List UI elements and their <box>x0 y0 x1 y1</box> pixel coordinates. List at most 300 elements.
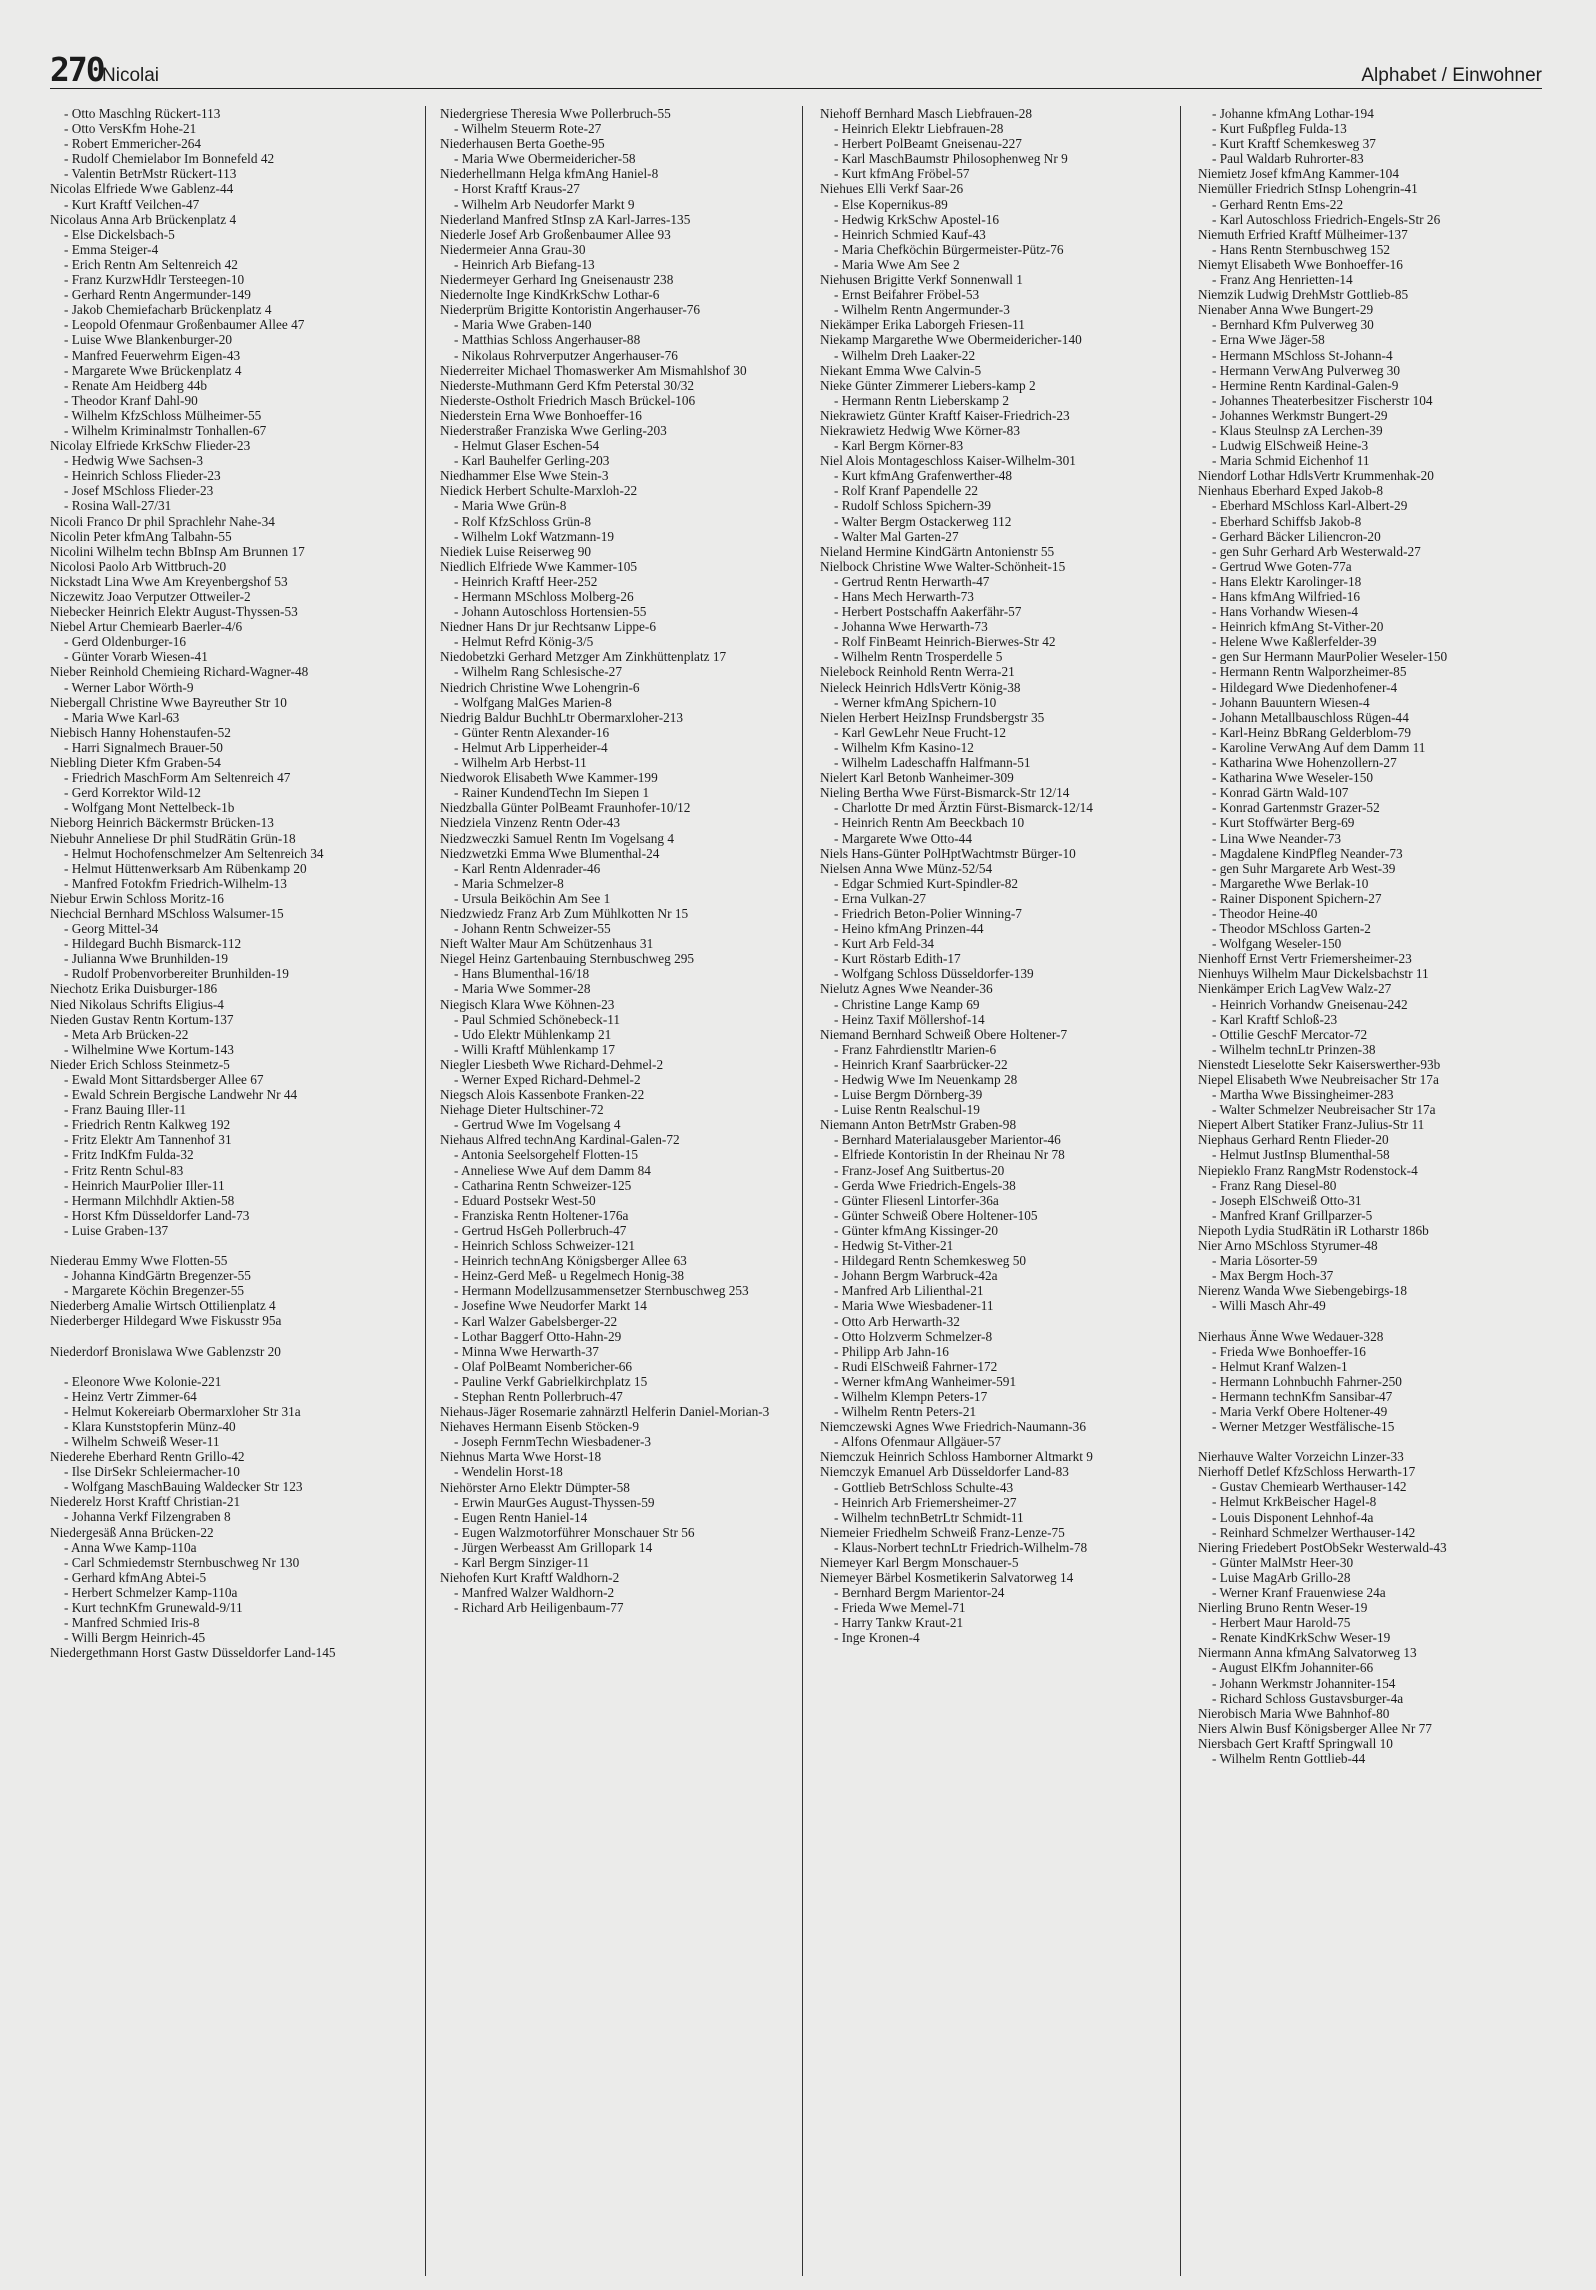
directory-entry: - Wilhelm Kfm Kasino-12 <box>834 739 974 755</box>
directory-entry: - Johann Autoschloss Hortensien-55 <box>454 604 647 620</box>
directory-entry: - Kurt Fußpfleg Fulda-13 <box>1212 121 1347 137</box>
directory-entry: - Franz Ang Henrietten-14 <box>1212 272 1353 288</box>
directory-entry: Niedzweczki Samuel Rentn Im Vogelsang 4 <box>440 830 675 846</box>
directory-entry: - Minna Wwe Herwarth-37 <box>454 1343 599 1359</box>
directory-entry: - Heinrich Vorhandw Gneisenau-242 <box>1212 996 1408 1012</box>
directory-entry: - Werner Labor Wörth-9 <box>64 679 194 695</box>
directory-entry: - Helene Wwe Kaßlerfelder-39 <box>1212 634 1377 650</box>
directory-entry: - Heinrich Rentn Am Beeckbach 10 <box>834 815 1025 831</box>
directory-entry: - Ursula Beiköchin Am See 1 <box>454 890 611 906</box>
directory-entry: - Karoline VerwAng Auf dem Damm 11 <box>1212 739 1426 755</box>
directory-entry: - Anna Wwe Kamp-110a <box>64 1539 197 1555</box>
directory-entry: - Franz-Josef Ang Suitbertus-20 <box>834 1162 1005 1178</box>
directory-entry: - Kurt kfmAng Grafenwerther-48 <box>834 468 1013 484</box>
directory-entry: - Gerhard Rentn Ems-22 <box>1212 196 1344 212</box>
directory-entry: Niedrich Christine Wwe Lohengrin-6 <box>440 679 640 695</box>
directory-entry: - Else Kopernikus-89 <box>834 196 948 212</box>
directory-entry: Nierling Bruno Rentn Weser-19 <box>1198 1600 1368 1616</box>
directory-entry: - Rosina Wall-27/31 <box>64 498 172 514</box>
directory-entry: - Wilhelm Ladeschaffn Halfmann-51 <box>834 755 1031 771</box>
directory-entry: Niebergall Christine Wwe Bayreuther Str 10 <box>50 694 287 710</box>
directory-entry: - Eberhard Schiffsb Jakob-8 <box>1212 513 1362 529</box>
directory-entry: - Erich Rentn Am Seltenreich 42 <box>64 256 238 272</box>
column-rule <box>802 106 803 2276</box>
directory-entry: - Erwin MaurGes August-Thyssen-59 <box>454 1494 655 1510</box>
directory-entry: - Olaf PolBeamt Nombericher-66 <box>454 1358 633 1374</box>
directory-entry: - Alfons Ofenmaur Allgäuer-57 <box>834 1434 1002 1450</box>
directory-entry: Niemeier Friedhelm Schweiß Franz-Lenze-75 <box>820 1524 1065 1540</box>
directory-entry: - Franz Rang Diesel-80 <box>1212 1177 1337 1193</box>
directory-entry: - August ElKfm Johanniter-66 <box>1212 1660 1374 1676</box>
directory-entry: - Margarete Köchin Bregenzer-55 <box>64 1283 245 1299</box>
directory-entry: Nieborg Heinrich Bäckermstr Brücken-13 <box>50 815 274 831</box>
directory-entry: - Helmut Hochofenschmelzer Am Seltenreich 34 <box>64 845 324 861</box>
directory-entry: - Gerda Wwe Friedrich-Engels-38 <box>834 1177 1016 1193</box>
directory-entry: - Pauline Verkf Gabrielkirchplatz 15 <box>454 1373 648 1389</box>
directory-entry: - Günter Vorarb Wiesen-41 <box>64 649 208 665</box>
directory-entry: Niederehe Eberhard Rentn Grillo-42 <box>50 1449 245 1465</box>
directory-entry: - Maria Schmelzer-8 <box>454 875 564 891</box>
directory-entry: Niedick Herbert Schulte-Marxloh-22 <box>440 483 638 499</box>
directory-entry: Niederhellmann Helga kfmAng Haniel-8 <box>440 166 659 182</box>
column-1 <box>50 106 400 2276</box>
directory-entry: - Wilhelm Steuerm Rote-27 <box>454 121 602 137</box>
directory-entry: Niegler Liesbeth Wwe Richard-Dehmel-2 <box>440 1056 664 1072</box>
directory-entry: - Hermann Rentn Lieberskamp 2 <box>834 392 1010 408</box>
directory-entry: - Luise Wwe Blankenburger-20 <box>64 332 232 348</box>
directory-entry: - Karl Kraftf Schloß-23 <box>1212 1011 1338 1027</box>
directory-entry: - Kurt Stoffwärter Berg-69 <box>1212 815 1355 831</box>
directory-entry: - Erna Vulkan-27 <box>834 890 927 906</box>
directory-entry: - Ludwig ElSchweiß Heine-3 <box>1212 438 1369 454</box>
directory-entry: - Günter Rentn Alexander-16 <box>454 724 610 740</box>
directory-entry: - Manfred Schmied Iris-8 <box>64 1615 200 1631</box>
directory-entry: - Christine Lange Kamp 69 <box>834 996 980 1012</box>
directory-entry: - Else Dickelsbach-5 <box>64 226 175 242</box>
directory-entry: - Wilhelm Rentn Peters-21 <box>834 1404 977 1420</box>
directory-entry: Niedziela Vinzenz Rentn Oder-43 <box>440 815 620 831</box>
directory-entry: Nieke Günter Zimmerer Liebers-kamp 2 <box>820 377 1036 393</box>
directory-entry: - Wendelin Horst-18 <box>454 1464 563 1480</box>
directory-entry: - Renate KindKrkSchw Weser-19 <box>1212 1630 1391 1646</box>
directory-entry: - Gerd Oldenburger-16 <box>64 634 187 650</box>
directory-entry: - Gertrud Wwe Im Vogelsang 4 <box>454 1117 621 1133</box>
directory-entry: - Wilhelm technLtr Prinzen-38 <box>1212 1041 1376 1057</box>
directory-entry: Niederste-Ostholt Friedrich Masch Brückel-106 <box>440 392 696 408</box>
directory-entry: Niekrawietz Günter Kraftf Kaiser-Friedrich-23 <box>820 407 1070 423</box>
directory-entry: Niekamp Margarethe Wwe Obermeidericher-140 <box>820 332 1082 348</box>
directory-entry: - Werner Exped Richard-Dehmel-2 <box>454 1072 641 1087</box>
directory-entry: - Margarete Wwe Brückenplatz 4 <box>64 362 242 378</box>
directory-entry: Niehaus-Jäger Rosemarie zahnärztl Helferin Daniel-Morian-3 <box>440 1404 770 1420</box>
section-title: Alphabet / Einwohner <box>1361 65 1542 86</box>
directory-entry: Niemeyer Bärbel Kosmetikerin Salvatorweg 14 <box>820 1570 1074 1586</box>
directory-entry: - Maria Wwe Sommer-28 <box>454 981 591 997</box>
directory-entry: - Gertrud Rentn Herwarth-47 <box>834 573 990 589</box>
directory-entry: - Wilhelm Arb Neudorfer Markt 9 <box>454 196 635 212</box>
directory-entry: - Philipp Arb Jahn-16 <box>834 1343 949 1359</box>
directory-entry: - Karl Bergm Sinziger-11 <box>454 1555 590 1570</box>
directory-entry: - Hermann Modellzusammensetzer Sternbuschweg 253 <box>454 1283 749 1299</box>
directory-entry: - Maria Schmid Eichenhof 11 <box>1212 453 1370 469</box>
directory-entry: - Wolfgang MalGes Marien-8 <box>454 694 612 710</box>
directory-entry: - Heinrich Elektr Liebfrauen-28 <box>834 121 1004 137</box>
directory-entry: - Heinz Taxif Möllershof-14 <box>834 1011 985 1027</box>
directory-entry: - Heinrich Schmied Kauf-43 <box>834 226 986 242</box>
directory-entry: - Wilhelm Rang Schlesische-27 <box>454 664 622 680</box>
directory-entry: - Helmut Refrd König-3/5 <box>454 634 594 650</box>
directory-entry: - Werner kfmAng Wanheimer-591 <box>834 1373 1017 1389</box>
directory-entry: - Josefine Wwe Neudorfer Markt 14 <box>454 1298 647 1314</box>
directory-entry: Niedzballa Günter PolBeamt Fraunhofer-10/12 <box>440 800 691 816</box>
directory-entry: - Helmut Arb Lipperheider-4 <box>454 739 608 755</box>
directory-entry: - Johannes Theaterbesitzer Fischerstr 104 <box>1212 392 1433 408</box>
directory-entry: - Matthias Schloss Angerhauser-88 <box>454 332 641 348</box>
directory-entry: - Rudolf Schloss Spichern-39 <box>834 498 991 514</box>
directory-entry: - Otto VersKfm Hohe-21 <box>64 121 197 137</box>
directory-entry: Niebur Erwin Schloss Moritz-16 <box>50 890 224 906</box>
directory-entry: - Horst Kraftf Kraus-27 <box>454 181 580 197</box>
directory-entry: - Hans Elektr Karolinger-18 <box>1212 573 1362 589</box>
directory-entry: Nieleck Heinrich HdlsVertr König-38 <box>820 679 1021 695</box>
directory-entry: - Katharina Wwe Hohenzollern-27 <box>1212 755 1397 771</box>
directory-entry: - Helmut Hüttenwerksarb Am Rübenkamp 20 <box>64 860 307 876</box>
directory-entry: Nienstedt Lieselotte Sekr Kaiserswerther-93b <box>1198 1056 1441 1072</box>
directory-entry: Niephaus Gerhard Rentn Flieder-20 <box>1198 1132 1389 1148</box>
directory-entry: Niederland Manfred StInsp zA Karl-Jarres-135 <box>440 211 691 227</box>
directory-entry: Nierenz Wanda Wwe Siebengebirgs-18 <box>1198 1283 1408 1299</box>
directory-entry: - Herbert Schmelzer Kamp-110a <box>64 1584 238 1600</box>
directory-entry: Nielbock Christine Wwe Walter-Schönheit-15 <box>820 558 1066 574</box>
directory-entry: - Günter Schweiß Obere Holtener-105 <box>834 1207 1038 1223</box>
directory-entry: Niederstraßer Franziska Wwe Gerling-203 <box>440 422 667 438</box>
directory-entry: - Ewald Mont Sittardsberger Allee 67 <box>64 1072 264 1087</box>
directory-entry: - Theodor Heine-40 <box>1212 905 1318 921</box>
directory-entry: - Hans kfmAng Wilfried-16 <box>1212 589 1361 604</box>
directory-entry: - Maria Wwe Obermeidericher-58 <box>454 151 636 167</box>
directory-entry: Nicolini Wilhelm techn BbInsp Am Brunnen 17 <box>50 543 305 559</box>
directory-entry: - Harri Signalmech Brauer-50 <box>64 739 223 755</box>
directory-entry: Niemczyk Emanuel Arb Düsseldorfer Land-83 <box>820 1464 1069 1480</box>
directory-entry: - Konrad Gartenmstr Grazer-52 <box>1212 800 1380 816</box>
directory-entry: - Manfred Feuerwehrm Eigen-43 <box>64 347 241 363</box>
directory-entry: Niederstein Erna Wwe Bonhoeffer-16 <box>440 407 642 423</box>
directory-entry: - Herbert Postschaffn Aakerfähr-57 <box>834 604 1022 620</box>
directory-entry: Nierhoff Detlef KfzSchloss Herwarth-17 <box>1198 1464 1416 1480</box>
directory-entry: - Gerhard Bäcker Liliencron-20 <box>1212 528 1381 544</box>
directory-entry: - Leopold Ofenmaur Großenbaumer Allee 47 <box>64 317 305 333</box>
directory-entry: Nicolin Peter kfmAng Talbahn-55 <box>50 528 232 544</box>
directory-entry: - Johann Bauuntern Wiesen-4 <box>1212 694 1370 710</box>
directory-entry: Niemuth Erfried Kraftf Mülheimer-137 <box>1198 226 1408 242</box>
directory-entry: - Karl-Heinz BbRang Gelderblom-79 <box>1212 724 1412 740</box>
directory-entry: - Reinhard Schmelzer Werthauser-142 <box>1212 1524 1416 1540</box>
directory-entry: - Hermann Milchhdlr Aktien-58 <box>64 1192 235 1208</box>
directory-entry: - Karl Autoschloss Friedrich-Engels-Str 26 <box>1212 211 1441 227</box>
directory-entry: - Klaus-Norbert technLtr Friedrich-Wilhelm-78 <box>834 1539 1088 1555</box>
directory-entry: - Wilhelm Kriminalmstr Tonhallen-67 <box>64 422 267 438</box>
directory-entry: - Wilhelm Rentn Angermunder-3 <box>834 302 1010 318</box>
directory-entry: - Wilhelm KfzSchloss Mülheimer-55 <box>64 407 262 423</box>
directory-entry: - Max Bergm Hoch-37 <box>1212 1268 1334 1284</box>
directory-entry: - gen Sur Hermann MaurPolier Weseler-150 <box>1212 649 1448 665</box>
directory-entry: Niekämper Erika Laborgeh Friesen-11 <box>820 317 1025 333</box>
directory-entry: - Richard Schloss Gustavsburger-4a <box>1212 1690 1404 1706</box>
directory-entry: Niel Alois Montageschloss Kaiser-Wilhelm-301 <box>820 453 1076 469</box>
directory-entry: - Kurt kfmAng Fröbel-57 <box>834 166 970 182</box>
directory-entry: - Paul Schmied Schönebeck-11 <box>454 1011 621 1027</box>
directory-entry: - Helmut Kokereiarb Obermarxloher Str 31a <box>64 1403 301 1419</box>
directory-entry: - Willi Masch Ahr-49 <box>1212 1298 1326 1314</box>
directory-entry: Niehaves Hermann Eisenb Stöcken-9 <box>440 1419 640 1435</box>
directory-entry: - Johanna Wwe Herwarth-73 <box>834 619 988 635</box>
directory-entry: Niczewitz Joao Verputzer Ottweiler-2 <box>50 589 251 604</box>
directory-entry: - Maria Chefköchin Bürgermeister-Pütz-76 <box>834 241 1064 257</box>
directory-entry: - Heinrich Schloss Schweizer-121 <box>454 1238 636 1254</box>
directory-entry: - Louis Disponent Lehnhof-4a <box>1212 1509 1374 1525</box>
directory-entry: - Otto Holzverm Schmelzer-8 <box>834 1328 993 1344</box>
directory-entry: - Erna Wwe Jäger-58 <box>1212 332 1325 348</box>
directory-entry: - Wilhelm Rentn Gottlieb-44 <box>1212 1751 1366 1767</box>
directory-entry: Niebuhr Anneliese Dr phil StudRätin Grün-18 <box>50 830 296 846</box>
directory-entry: - Catharina Rentn Schweizer-125 <box>454 1177 632 1193</box>
directory-entry: - Heinrich Kraftf Heer-252 <box>454 573 598 589</box>
directory-entry: - Heinrich Arb Friemersheimer-27 <box>834 1494 1017 1510</box>
directory-entry: - Wilhelmine Wwe Kortum-143 <box>64 1041 234 1057</box>
directory-entry: Niehofen Kurt Kraftf Waldhorn-2 <box>440 1570 620 1586</box>
directory-entry: - Franz Bauing Iller-11 <box>64 1102 187 1118</box>
directory-entry: Niemczuk Heinrich Schloss Hamborner Altmarkt 9 <box>820 1449 1093 1465</box>
directory-entry: Nieft Walter Maur Am Schützenhaus 31 <box>440 936 654 952</box>
directory-entry: - Fritz IndKfm Fulda-32 <box>64 1147 194 1163</box>
directory-entry: - Manfred Kranf Grillparzer-5 <box>1212 1207 1373 1223</box>
column-2 <box>440 106 792 2276</box>
directory-entry: - Heino kfmAng Prinzen-44 <box>834 921 984 937</box>
directory-entry: - Rolf KfzSchloss Grün-8 <box>454 513 592 529</box>
directory-entry: Niedrig Baldur BuchhLtr Obermarxloher-213 <box>440 709 684 725</box>
directory-entry: - Franz KurzwHdlr Tersteegen-10 <box>64 272 245 288</box>
directory-entry: - Hermann MSchloss St-Johann-4 <box>1212 347 1393 363</box>
directory-entry: - Hermann VerwAng Pulverweg 30 <box>1212 362 1401 378</box>
directory-entry: Niedermeier Anna Grau-30 <box>440 241 586 257</box>
directory-entry: - Magdalene KindPfleg Neander-73 <box>1212 845 1403 861</box>
directory-entry: Niedlich Elfriede Wwe Kammer-105 <box>440 558 638 574</box>
directory-entry: - Hermine Rentn Kardinal-Galen-9 <box>1212 377 1399 393</box>
directory-entry: - Anneliese Wwe Auf dem Damm 84 <box>454 1162 651 1178</box>
directory-entry: Niebecker Heinrich Elektr August-Thyssen-53 <box>50 604 298 620</box>
directory-entry: - Frieda Wwe Memel-71 <box>834 1600 966 1616</box>
directory-entry: Niepel Elisabeth Wwe Neubreisacher Str 17a <box>1198 1072 1439 1087</box>
directory-entry: Niederelz Horst Kraftf Christian-21 <box>50 1494 241 1510</box>
directory-entry: Niedhammer Else Wwe Stein-3 <box>440 468 609 484</box>
directory-entry: - Helmut Glaser Eschen-54 <box>454 438 600 454</box>
directory-entry: - Fritz Elektr Am Tannenhof 31 <box>64 1132 232 1148</box>
directory-entry: Niedzwetzki Emma Wwe Blumenthal-24 <box>440 845 660 861</box>
directory-entry: - Rudolf Chemielabor Im Bonnefeld 42 <box>64 151 275 167</box>
directory-entry: Niederste-Muthmann Gerd Kfm Peterstal 30/32 <box>440 377 695 393</box>
directory-entry: - Gertrud Wwe Goten-77a <box>1212 558 1352 574</box>
directory-entry: - Wilhelm technBetrLtr Schmidt-11 <box>834 1509 1024 1525</box>
directory-entry: - Valentin BetrMstr Rückert-113 <box>64 166 237 182</box>
directory-entry: - Harry Tankw Kraut-21 <box>834 1615 964 1631</box>
directory-entry: - Johann Werkmstr Johanniter-154 <box>1212 1675 1396 1691</box>
directory-entry: - Ottilie GeschF Mercator-72 <box>1212 1026 1368 1042</box>
directory-entry: - Ewald Schrein Bergische Landwehr Nr 44 <box>64 1087 298 1103</box>
directory-entry: Niegsch Alois Kassenbote Franken-22 <box>440 1087 645 1103</box>
directory-entry: - Otto Maschlng Rückert-113 <box>64 106 221 121</box>
directory-entry: Niepoth Lydia StudRätin iR Lotharstr 186b <box>1198 1222 1429 1238</box>
directory-entry: Nieber Reinhold Chemieing Richard-Wagner-48 <box>50 664 309 680</box>
directory-entry: - Manfred Walzer Waldhorn-2 <box>454 1585 615 1601</box>
directory-entry: Niemyt Elisabeth Wwe Bonhoeffer-16 <box>1198 256 1403 272</box>
directory-entry: - Helmut JustInsp Blumenthal-58 <box>1212 1147 1390 1163</box>
directory-entry: Nierhauve Walter Vorzeichn Linzer-33 <box>1198 1449 1404 1465</box>
directory-entry: - Eduard Postsekr West-50 <box>454 1192 596 1208</box>
directory-entry: - Friedrich Rentn Kalkweg 192 <box>64 1117 231 1133</box>
directory-entry: - Wilhelm Dreh Laaker-22 <box>834 347 976 363</box>
directory-entry: - Hans Mech Herwarth-73 <box>834 589 974 604</box>
directory-entry: - Bernhard Kfm Pulverweg 30 <box>1212 317 1374 333</box>
directory-entry: Nied Nikolaus Schrifts Eligius-4 <box>50 996 224 1012</box>
directory-entry: Niedner Hans Dr jur Rechtsanw Lippe-6 <box>440 619 657 635</box>
directory-entry: - Heinrich technAng Königsberger Allee 63 <box>454 1253 687 1269</box>
directory-entry: - Walter Mal Garten-27 <box>834 528 959 544</box>
directory-entry: - Gerhard kfmAng Abtei-5 <box>64 1569 207 1585</box>
directory-entry: Nielebock Reinhold Rentn Werra-21 <box>820 664 1015 680</box>
directory-entry: - Elfriede Kontoristin In der Rheinau Nr 78 <box>834 1147 1065 1163</box>
directory-entry: Niemüller Friedrich StInsp Lohengrin-41 <box>1198 181 1418 197</box>
directory-entry: - Gerd Korrektor Wild-12 <box>64 785 201 801</box>
directory-entry: - Rudolf Probenvorbereiter Brunhilden-19 <box>64 966 289 982</box>
directory-entry: - Josef MSchloss Flieder-23 <box>64 483 214 499</box>
directory-entry: Niedermeyer Gerhard Ing Gneisenaustr 238 <box>440 272 674 288</box>
directory-entry: Nielsen Anna Wwe Münz-52/54 <box>820 860 993 876</box>
directory-entry: - Hedwig St-Vither-21 <box>834 1238 954 1254</box>
directory-entry: Nierhaus Änne Wwe Wedauer-328 <box>1198 1328 1384 1344</box>
directory-entry: - Luise Graben-137 <box>64 1222 169 1238</box>
directory-entry: - Günter Fliesenl Lintorfer-36a <box>834 1192 999 1208</box>
directory-entry: Niering Friedebert PostObSekr Westerwald-43 <box>1198 1539 1447 1555</box>
directory-entry: - Gustav Chemiearb Werthauser-142 <box>1212 1479 1407 1495</box>
directory-entry: - Margarethe Wwe Berlak-10 <box>1212 875 1369 891</box>
directory-entry: - Johannes Werkmstr Bungert-29 <box>1212 407 1388 423</box>
directory-entry: - Hildegard Buchh Bismarck-112 <box>64 936 242 952</box>
directory-entry: - Lina Wwe Neander-73 <box>1212 830 1342 846</box>
directory-entry: - Karl Bergm Körner-83 <box>834 438 964 454</box>
directory-entry: - Johanne kfmAng Lothar-194 <box>1212 106 1374 121</box>
directory-entry: Niemczewski Agnes Wwe Friedrich-Naumann-36 <box>820 1419 1086 1435</box>
directory-entry: Niebel Artur Chemiearb Baerler-4/6 <box>50 619 243 635</box>
directory-entry: - Charlotte Dr med Ärztin Fürst-Bismarck-12/14 <box>834 800 1093 816</box>
directory-entry: - Jakob Chemiefacharb Brückenplatz 4 <box>64 302 272 318</box>
directory-entry: - Maria Verkf Obere Holtener-49 <box>1212 1403 1388 1419</box>
directory-entry: - Hedwig Wwe Im Neuenkamp 28 <box>834 1072 1018 1087</box>
directory-entry: - Karl GewLehr Neue Frucht-12 <box>834 724 1007 740</box>
directory-entry: - Rainer KundendTechn Im Siepen 1 <box>454 785 650 801</box>
directory-entry: Nieling Bertha Wwe Fürst-Bismarck-Str 12/14 <box>820 785 1070 801</box>
directory-entry: Niederhausen Berta Goethe-95 <box>440 136 605 152</box>
directory-entry: - Johanna KindGärtn Bregenzer-55 <box>64 1268 251 1284</box>
directory-entry: - Helmut KrkBeischer Hagel-8 <box>1212 1494 1377 1510</box>
directory-entry: Niehaus Alfred technAng Kardinal-Galen-72 <box>440 1132 680 1148</box>
directory-entry: Nicolas Elfriede Wwe Gablenz-44 <box>50 181 234 197</box>
directory-entry: - Stephan Rentn Pollerbruch-47 <box>454 1388 623 1404</box>
directory-entry: Niemand Bernhard Schweiß Obere Holtener-7 <box>820 1026 1068 1042</box>
directory-entry: - Wolfgang MaschBauing Waldecker Str 123 <box>64 1479 303 1495</box>
directory-entry: Nieden Gustav Rentn Kortum-137 <box>50 1011 234 1027</box>
directory-entry: - Hans Rentn Sternbuschweg 152 <box>1212 241 1391 257</box>
directory-entry: - Gottlieb BetrSchloss Schulte-43 <box>834 1479 1014 1495</box>
directory-entry: Niechotz Erika Duisburger-186 <box>50 981 218 997</box>
directory-entry: Niepert Albert Statiker Franz-Julius-Str 11 <box>1198 1117 1425 1133</box>
directory-entry: - Nikolaus Rohrverputzer Angerhauser-76 <box>454 347 678 363</box>
directory-entry: - Heinrich MaurPolier Iller-11 <box>64 1177 225 1193</box>
directory-entry: Niedzwiedz Franz Arb Zum Mühlkotten Nr 15 <box>440 905 689 921</box>
directory-entry: Niendorf Lothar HdlsVertr Krummenhak-20 <box>1198 468 1434 484</box>
directory-entry: - Heinrich Arb Biefang-13 <box>454 256 595 272</box>
directory-entry: - Eleonore Wwe Kolonie-221 <box>64 1373 222 1389</box>
directory-entry: - Udo Elektr Mühlenkamp 21 <box>454 1026 612 1042</box>
directory-entry: - Maria Wwe Graben-140 <box>454 317 592 333</box>
directory-entry: Nielen Herbert HeizInsp Frundsbergstr 35 <box>820 709 1045 725</box>
directory-entry: - Johann Metallbauschloss Rügen-44 <box>1212 709 1409 725</box>
directory-entry: - Martha Wwe Bissingheimer-283 <box>1212 1087 1394 1103</box>
directory-entry: Nickstadt Lina Wwe Am Kreyenbergshof 53 <box>50 573 288 589</box>
directory-entry: - Wolfgang Schloss Düsseldorfer-139 <box>834 966 1034 982</box>
directory-entry: Niehusen Brigitte Verkf Sonnenwall 1 <box>820 272 1023 288</box>
directory-entry: Nierobisch Maria Wwe Bahnhof-80 <box>1198 1705 1390 1721</box>
directory-entry: Nienhaus Eberhard Exped Jakob-8 <box>1198 483 1383 499</box>
directory-entry: - Edgar Schmied Kurt-Spindler-82 <box>834 875 1019 891</box>
directory-entry: - Heinz-Gerd Meß- u Regelmech Honig-38 <box>454 1268 685 1284</box>
directory-entry: - Kurt Arb Feld-34 <box>834 936 935 952</box>
directory-entry: Nieland Hermine KindGärtn Antonienstr 55 <box>820 543 1055 559</box>
directory-entry: - Friedrich Beton-Polier Winning-7 <box>834 905 1022 921</box>
directory-entry: Nicolosi Paolo Arb Wittbruch-20 <box>50 558 227 574</box>
directory-entry: - Hermann technKfm Sansibar-47 <box>1212 1388 1393 1404</box>
directory-entry: - Julianna Wwe Brunhilden-19 <box>64 951 229 967</box>
directory-entry: - Wilhelm Schweiß Weser-11 <box>64 1433 220 1449</box>
directory-entry: - Kurt Kraftf Schemkesweg 37 <box>1212 136 1376 152</box>
directory-entry: - Heinrich Kranf Saarbrücker-22 <box>834 1056 1008 1072</box>
directory-entry: - Hedwig KrkSchw Apostel-16 <box>834 211 1000 227</box>
directory-entry: - Manfred Arb Lilienthal-21 <box>834 1283 984 1299</box>
directory-entry: - Horst Kfm Düsseldorfer Land-73 <box>64 1207 250 1223</box>
directory-entry: - Heinz Vertr Zimmer-64 <box>64 1388 197 1404</box>
directory-entry: - Karl Rentn Aldenrader-46 <box>454 860 601 876</box>
directory-entry: - Eugen Rentn Haniel-14 <box>454 1509 588 1525</box>
directory-entry: Nicolaus Anna Arb Brückenplatz 4 <box>50 211 237 227</box>
directory-entry: - Ernst Beifahrer Fröbel-53 <box>834 287 980 303</box>
directory-entry: Niedworok Elisabeth Wwe Kammer-199 <box>440 770 658 786</box>
directory-entry: - Kurt Kraftf Veilchen-47 <box>64 196 200 212</box>
directory-entry: - Hildegard Rentn Schemkesweg 50 <box>834 1253 1027 1269</box>
directory-entry: - Maria Lösorter-59 <box>1212 1253 1318 1269</box>
directory-entry: Niegel Heinz Gartenbauing Sternbuschweg 295 <box>440 951 695 967</box>
directory-entry: - Maria Wwe Grün-8 <box>454 498 567 514</box>
directory-entry: Niederdorf Bronislawa Wwe Gablenzstr 20 <box>50 1343 281 1359</box>
directory-entry: - Helmut Kranf Walzen-1 <box>1212 1358 1348 1374</box>
directory-entry: - Werner kfmAng Spichern-10 <box>834 694 997 710</box>
directory-entry: - Fritz Rentn Schul-83 <box>64 1162 184 1178</box>
directory-entry: Niehörster Arno Elektr Dümpter-58 <box>440 1479 630 1495</box>
directory-entry: - Bernhard Materialausgeber Marientor-46 <box>834 1132 1061 1148</box>
directory-entry: - Rolf FinBeamt Heinrich-Bierwes-Str 42 <box>834 634 1056 650</box>
directory-entry: Niederle Josef Arb Großenbaumer Allee 93 <box>440 226 671 242</box>
directory-entry: Nienhoff Ernst Vertr Friemersheimer-23 <box>1198 951 1412 967</box>
directory-entry: Niemeyer Karl Bergm Monschauer-5 <box>820 1555 1019 1570</box>
directory-entry: - Bernhard Bergm Marientor-24 <box>834 1585 1005 1601</box>
